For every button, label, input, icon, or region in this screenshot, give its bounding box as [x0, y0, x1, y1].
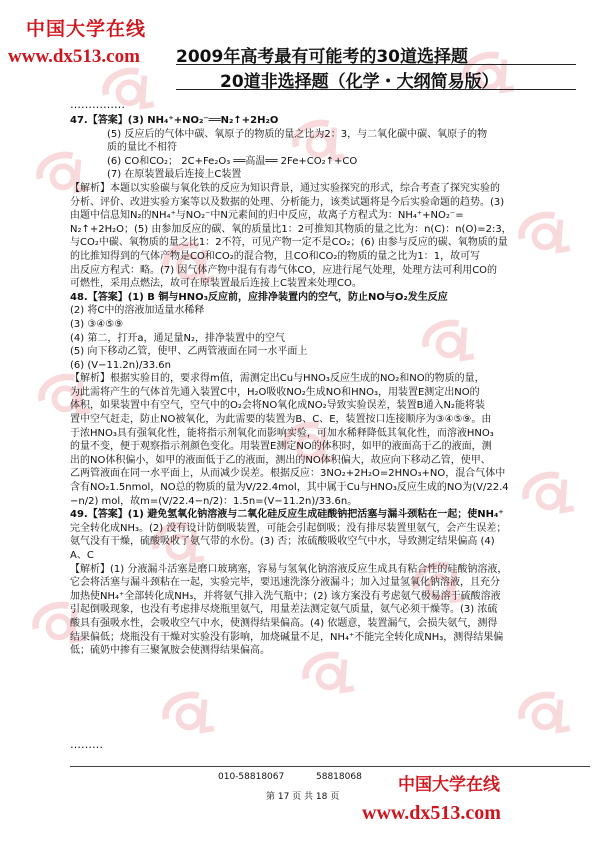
- footer-divider: [70, 766, 590, 767]
- title-divider-top: [176, 64, 576, 65]
- text-line: (3) ③④⑤⑨: [70, 318, 124, 330]
- text-line: 49.【答案】(1) 避免氢氧化钠溶液与二氧化硅反应生成硅酸钠把活塞与漏斗颈粘在一起；使NH₄⁺: [70, 509, 504, 521]
- text-line: 为此需将产生的气体首先通入装置C中，H₂O吸收NO₂生成NO和HNO₃，用装置E测定出NO的: [70, 386, 480, 398]
- text-line: (2) 将C中的溶液加适量水稀释: [70, 305, 205, 317]
- text-line: N₂↑+2H₂O；(5) 由参加反应的碳、氧的质量比1：2可推知其物质的量之比为：n(C)：n(O)=2:3，: [70, 223, 512, 235]
- text-line: 含有NO₂1.5nmol，NO总的物质的量为V/22.4mol，其中属于Cu与HNO₃反应生成的NO为(V/22.4: [70, 482, 509, 494]
- text-line: (5) 反应后的气体中碳、氧原子的物质的量之比为2：3，与二氧化碳中碳、氧原子的物: [107, 128, 488, 140]
- text-line: (6) (V−11.2n)/33.6n: [70, 359, 171, 371]
- text-line: 低；硫奶中掺有三聚氰胺会使测得结果偏高。: [70, 645, 270, 657]
- footer-phone-2: 58818068: [316, 772, 362, 782]
- page-number: 第 17 页 共 18 页: [266, 792, 340, 802]
- footer-brand-url[interactable]: www.dx513.com: [362, 802, 501, 824]
- text-line: 47.【答案】(3) NH₄⁺+NO₂⁻══N₂↑+2H₂O: [70, 115, 279, 126]
- text-line: (5) 向下移动乙管，使甲、乙两管液面在同一水平面上: [70, 346, 308, 358]
- text-line: (4) 第二，打开a，通足量N₂，排净装置中的空气: [70, 332, 285, 344]
- text-line: 的比推知得到的气体产物是CO和CO₂的混合物，且CO和CO₂的物质的量之比为1：1，故可写: [70, 250, 481, 262]
- text-line: 质的量比不相符: [107, 142, 177, 154]
- text-line: 结果偏低；烧瓶没有干燥对实验没有影响，加烧碱量不足，NH₄⁺不能完全转化成NH₃，测得结果偏: [70, 631, 504, 643]
- text-line: 【解析】根据实验目的，要求得m值，需测定出Cu与HNO₃反应生成的NO₂和NO的物质的量，: [70, 373, 485, 385]
- footer-phone-1: 010-58818067: [218, 772, 285, 782]
- text-line: 【解析】(1) 分液漏斗活塞是磨口玻璃塞，容易与氢氧化钠溶液反应生成具有粘合性的硅酸钠溶液，: [70, 563, 508, 575]
- text-line: 置中空气赶走，防止NO被氧化，为此需要的装置为B、C、E，装置按口连接顺序为③④⑤⑨。由: [70, 414, 492, 426]
- text-line: 出的NO体积偏小，如甲的液面低于乙的液面，测出的NO体积偏大，故应向下移动乙管，使甲、: [70, 454, 491, 466]
- watermark-logo-icon: [516, 690, 574, 736]
- page-title-line2: 20道非选择题（化学・大纲简易版）: [220, 72, 499, 92]
- text-line: 与CO₂中碳、氧物质的量之比1：2不符，可见产物一定不是CO₂；(6) 由参与反应的碳、氧物质的量: [70, 237, 508, 249]
- header-brand-url[interactable]: www.dx513.com: [8, 46, 140, 67]
- page-title-line1: 2009年高考最有可能考的30道选择题: [176, 47, 468, 67]
- text-line: 完全转化成NH₃。(2) 没有设计防倒吸装置，可能会引起倒吸；没有排尽装置里氨气，会产生误差；: [70, 522, 507, 534]
- text-line: A、C: [70, 550, 94, 561]
- title-divider-bottom: [176, 89, 576, 90]
- text-line: 引起倒吸现象，也没有考虑排尽烧瓶里氨气，用量差法测定氨气质量，氨气必须干燥等。(3) 浓硫: [70, 604, 498, 616]
- header-brand-cn: 中国大学在线: [26, 18, 147, 40]
- text-line: 它会将活塞与漏斗颈粘在一起，实验完毕，要迅速洗涤分液漏斗；加入过量氢氧化钠溶液，且充分: [70, 577, 500, 589]
- text-line: −n/2) mol，故m=(V/22.4−n/2)：1.5n=(V−11.2n)/33.6n。: [70, 495, 358, 507]
- footer-brand-cn: 中国大学在线: [398, 775, 500, 795]
- text-line: 出反应方程式：略。(7) 因气体产物中混有有毒气体CO，应进行尾气处理，处理方法可利用CO的: [70, 264, 498, 276]
- answer-body: [70, 114, 590, 658]
- text-line: 加热使NH₄⁺全部转化成NH₃，并将氨气排入洗气瓶中；(2) 该方案没有考虑氨气极易溶于硫酸溶液: [70, 590, 501, 602]
- text-line: 体积，如果装置中有空气，空气中的O₂会将NO氧化成NO₂导致实验误差，装置B通入N₂能将装: [70, 400, 485, 412]
- text-line: 可燃性，采用点燃法，故可在原装置最后连接上C装置来处理CO。: [70, 278, 362, 290]
- text-line: (6) CO和CO₂； 2C+Fe₂O₃ ══高温══ 2Fe+CO₂↑+CO: [107, 155, 358, 167]
- text-line: 于浓HNO₃具有强氧化性，能将指示剂氧化而影响实验，可加水稀释降低其氧化性，而溶液HNO₃: [70, 427, 494, 439]
- text-line: 48.【答案】(1) B 铜与HNO₃反应前，应排净装置内的空气，防止NO与O₂发生反应: [70, 291, 448, 303]
- bottom-ellipsis: ………: [70, 738, 103, 751]
- text-line: (7) 在原装置最后连接上C装置: [107, 169, 242, 181]
- text-line: 乙两管液面在同一水平面上，从而减少误差。根据反应：3NO₂+2H₂O=2HNO₃+NO，混合气体中: [70, 468, 506, 480]
- text-line: 分析、评价、改进实验方案等以及数据的处理、分析能力，该类试题将是今后实验命题的趋势。(3): [70, 196, 505, 208]
- text-line: 酸具有强吸水性，会吸收空气中水，使测得结果偏高。(4) 依题意，装置漏气，会损失氨气，测得: [70, 617, 498, 629]
- text-line: 的量不变，便于观察指示剂颜色变化。用装置E测定NO的体积时，如甲的液面高于乙的液面，测: [70, 441, 492, 453]
- text-line: 氨气没有干燥，硫酸吸收了氨气带的水份。(3) 否；浓硫酸吸收空气中水，导致测定结果偏高 (4): [70, 536, 495, 548]
- watermark-logo-icon: [160, 690, 218, 736]
- text-line: 【解析】本题以实验碳与氧化铁的反应为知识背景，通过实验探究的形式，综合考查了探究实验的: [70, 182, 500, 194]
- top-ellipsis: ……………: [70, 98, 125, 111]
- text-line: 由题中信息知N₂的NH₄⁺与NO₂⁻中N元素间的归中反应，故离子方程式为：NH₄⁺+NO₂⁻=: [70, 210, 464, 222]
